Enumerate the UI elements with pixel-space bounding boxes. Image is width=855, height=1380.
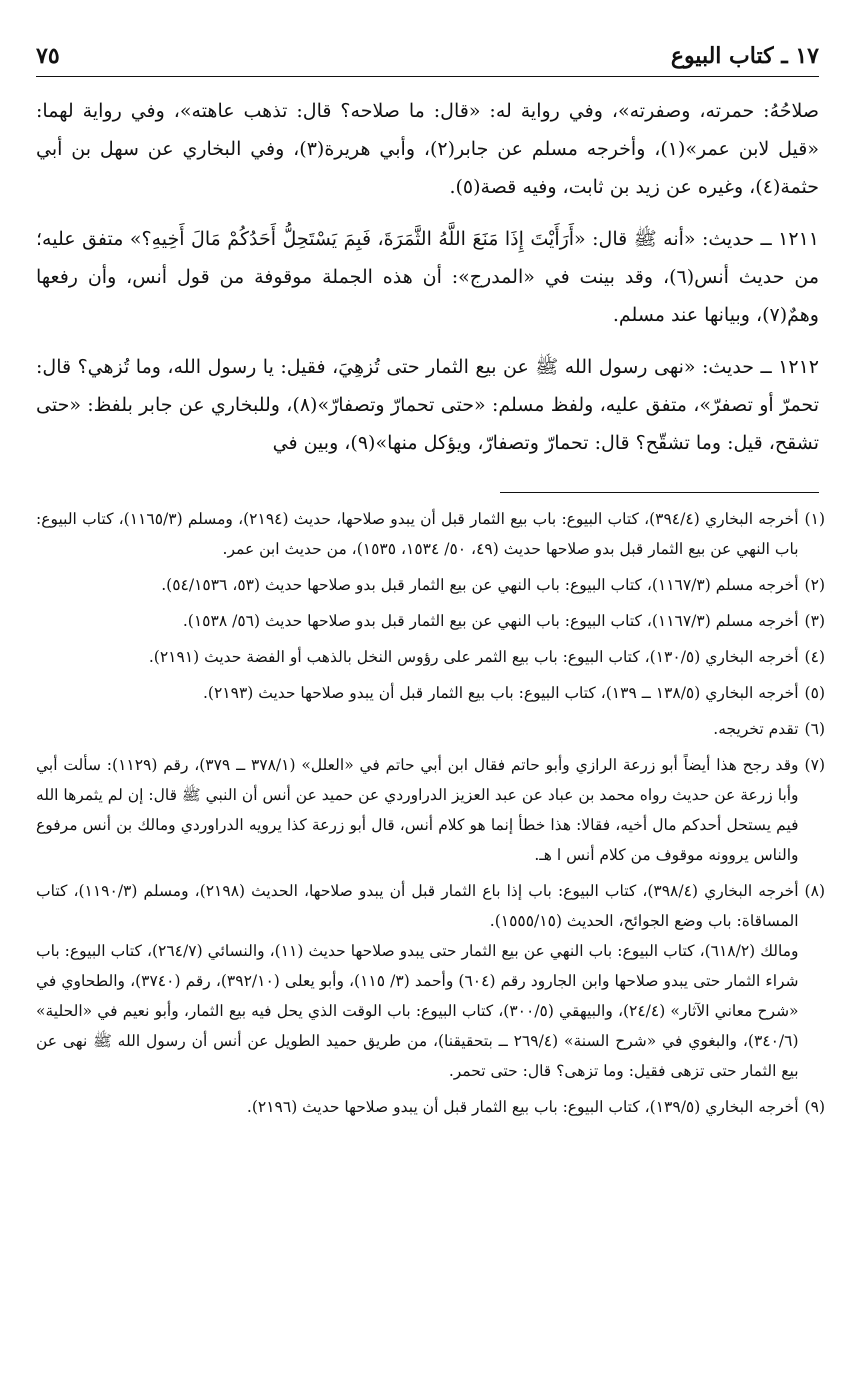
footnote-text: أخرجه مسلم (١١٦٧/٣)، كتاب البيوع: باب النهي عن بيع الثمار قبل بدو صلاحها حديث (٥٦/ ١٥٣٨). [182, 612, 799, 630]
footnote [36, 1092, 825, 1122]
footnote-separator [500, 492, 819, 493]
main-text [36, 92, 819, 476]
footnote-number: (٩) [804, 1098, 825, 1116]
footnote-number: (١) [804, 510, 825, 528]
paragraph: صلاحُهُ: حمرته، وصفرته»، وفي رواية له: «قال: ما صلاحه؟ قال: تذهب عاهته»، وفي رواية لهما: «قيل لابن عمر»(١)، وأخرجه مسلم عن جابر(٢)، وأبي هريرة(٣)، وفي البخاري عن سهل بن أبي حثمة(٤)، وغيره عن زيد بن ثابت، وفيه قصة(٥). [36, 100, 819, 198]
footnote [36, 642, 825, 672]
page-header [36, 36, 819, 77]
hadith-1212: ١٢١٢ ــ حديث: «نهى رسول الله ﷺ عن بيع الثمار حتى تُزهِيَ، فقيل: يا رسول الله، وما تُزهي؟ قال: تحمرّ أو تصفرّ»، متفق عليه، ولفظ مسلم: «حتى تحمارّ وتصفارّ»(٨)، وللبخاري عن جابر بلفظ: «حتى تشقح، قيل: وما تشقّح؟ قال: تحمارّ وتصفارّ، ويؤكل منها»(٩)، وبين في [36, 356, 819, 454]
footnote-number: (٢) [804, 576, 825, 594]
footnote-number: (٥) [804, 684, 825, 702]
footnote [36, 876, 825, 1086]
running-title: ١٧ ـ كتاب البيوع [670, 43, 819, 69]
footnote [36, 750, 825, 870]
footnote-text: أخرجه البخاري (٣٩٤/٤)، كتاب البيوع: باب بيع الثمار قبل أن يبدو صلاحها، حديث (٢١٩٤)، ومسلم (١١٦٥/٣)، كتاب البيوع: باب النهي عن بيع الثمار قبل بدو صلاحها حديث (٤٩، ٥٠/ ١٥٣٤، ١٥٣٥)، من حديث ابن عمر. [36, 510, 799, 558]
footnote-text: أخرجه البخاري (١٣٨/٥ ــ ١٣٩)، كتاب البيوع: باب بيع الثمار قبل أن يبدو صلاحها حديث (٢١٩٣). [202, 684, 799, 702]
footnote-number: (٤) [804, 648, 825, 666]
footnote-number: (٦) [804, 720, 825, 738]
page-number: ٧٥ [36, 43, 60, 69]
footnote-text-continued: ومالك (٦١٨/٢)، كتاب البيوع: باب النهي عن بيع الثمار حتى يبدو صلاحها حديث (١١)، والنسائي (٢٦٤/٧)، كتاب البيوع: باب شراء الثمار حتى يبدو صلاحها وابن الجارود رقم (٦٠٤) وأحمد (٣/ ١١٥)، وأبو يعلى (٣٩٢/١٠)، رقم (٣٧٤٠)، والطحاوي في «شرح معاني الآثار» (٢٤/٤)، والبيهقي (٣٠٠/٥)، كتاب البيوع: باب الوقت الذي يحل فيه بيع الثمار، وأبو نعيم في «الحلية» (٣٤٠/٦)، والبغوي في «شرح السنة» (٢٦٩/٤ ــ بتحقيقنا)، من طريق حميد الطويل عن أنس أن رسول الله ﷺ نهى عن بيع الثمار حتى تزهى فقيل: وما تزهى؟ قال: حتى تحمر. [36, 942, 799, 1080]
footnote-text: أخرجه مسلم (١١٦٧/٣)، كتاب البيوع: باب النهي عن بيع الثمار قبل بدو صلاحها حديث (٥٣، ٥٤/١٥٣٦). [161, 576, 799, 594]
footnote-text: تقدم تخريجه. [713, 720, 799, 738]
footnote [36, 570, 825, 600]
footnote [36, 606, 825, 636]
footnote-text: أخرجه البخاري (١٣٠/٥)، كتاب البيوع: باب بيع الثمر على رؤوس النخل بالذهب أو الفضة حديث (٢١٩١). [148, 648, 799, 666]
footnote [36, 504, 825, 564]
footnote [36, 678, 825, 708]
footnotes [36, 504, 825, 1128]
footnote-number: (٨) [804, 882, 825, 900]
footnote-number: (٣) [804, 612, 825, 630]
footnote-text: وقد رجح هذا أيضاً أبو زرعة الرازي وأبو حاتم فقال ابن أبي حاتم في «العلل» (٣٧٨/١ ــ ٣٧٩)، رقم (١١٢٩): سألت أبي وأبا زرعة عن حديث رواه محمد بن عباد عن عبد العزيز الدراوردي عن حميد عن أنس أن النبي ﷺ قال: إن لم يثمرها الله فيم يستحل أحدكم مال أخيه، فقالا: هذا خطأ إنما هو كلام أنس، قال أبو زرعة كذا يرويه الدراوردي ومالك بن أنس مرفوع والناس يروونه موقوف من كلام أنس ا هـ. [36, 756, 799, 864]
footnote-number: (٧) [804, 756, 825, 774]
hadith-1211: ١٢١١ ــ حديث: «أنه ﷺ قال: «أَرَأَيْتَ إِذَا مَنَعَ اللَّهُ الثَّمَرَةَ، فَبِمَ يَسْتَحِلُّ أَحَدُكُمْ مَالَ أَخِيهِ؟» متفق عليه؛ من حديث أنس(٦)، وقد بينت في «المدرج»: أن هذه الجملة موقوفة من قول أنس، وأن رفعها وهمٌ(٧)، وبيانها عند مسلم. [36, 228, 819, 326]
footnote [36, 714, 825, 744]
footnote-text: أخرجه البخاري (٣٩٨/٤)، كتاب البيوع: باب إذا باع الثمار قبل أن يبدو صلاحها، الحديث (٢١٩٨)، ومسلم (١١٩٠/٣)، كتاب المساقاة: باب وضع الجوائح، الحديث (١٥٥٥/١٥). [36, 882, 799, 930]
footnote-text: أخرجه البخاري (١٣٩/٥)، كتاب البيوع: باب بيع الثمار قبل أن يبدو صلاحها حديث (٢١٩٦). [246, 1098, 799, 1116]
